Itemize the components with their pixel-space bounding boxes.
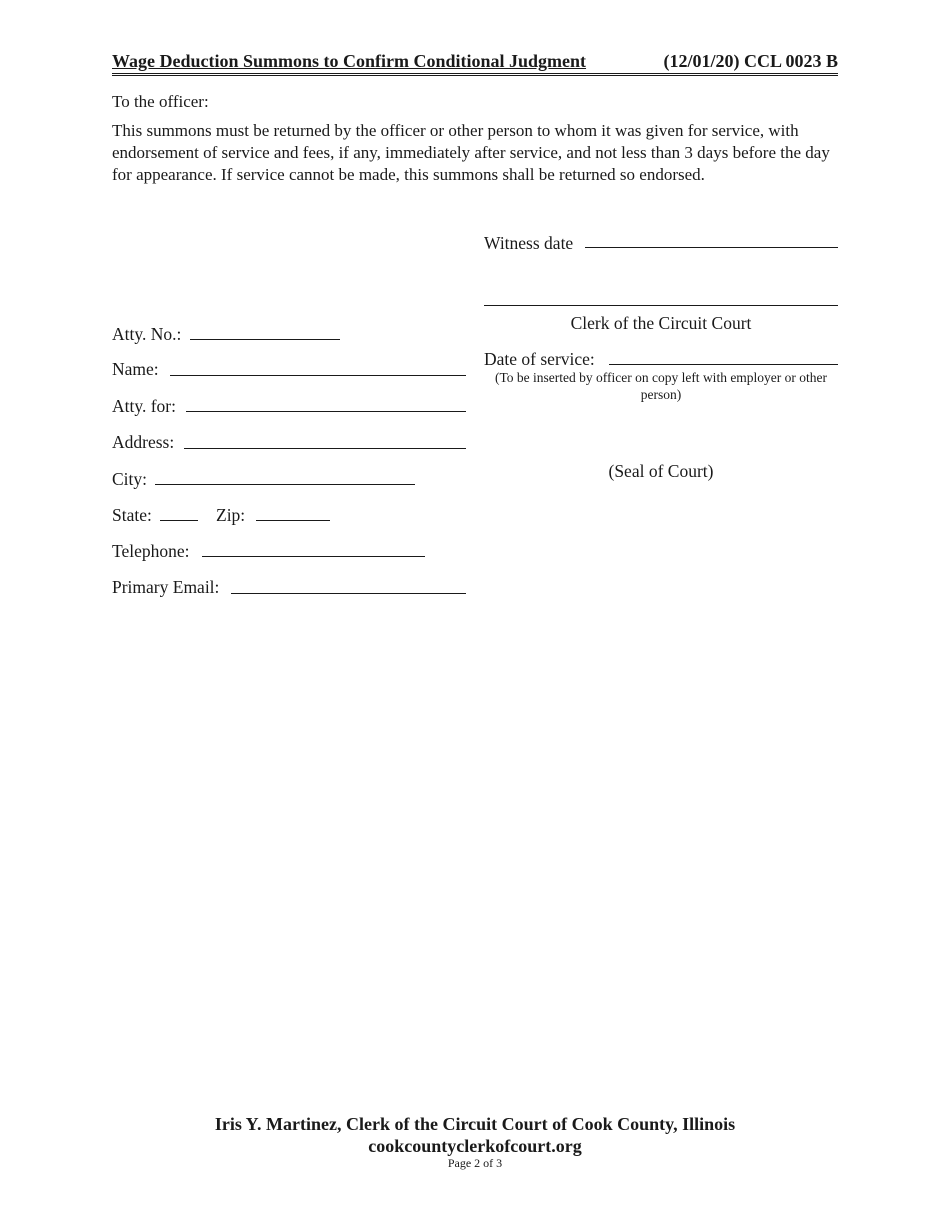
zip-label: Zip: <box>216 505 246 525</box>
form-title: Wage Deduction Summons to Confirm Conditional Judgment <box>112 51 587 71</box>
clerk-signature-line[interactable] <box>484 305 838 306</box>
witness-date-field[interactable] <box>585 247 838 248</box>
seal-of-court: (Seal of Court) <box>608 461 714 481</box>
witness-date-label: Witness date <box>484 233 574 253</box>
zip-field[interactable] <box>256 520 330 521</box>
atty-no-field[interactable] <box>190 339 340 340</box>
date-of-service-label: Date of service: <box>484 349 595 369</box>
date-of-service-note: (To be inserted by officer on copy left with employer or other person) <box>494 370 828 402</box>
form-code: (12/01/20) CCL 0023 B <box>663 51 838 71</box>
atty-no-label: Atty. No.: <box>112 324 182 344</box>
name-field[interactable] <box>170 375 466 376</box>
primary-email-label: Primary Email: <box>112 577 220 597</box>
address-label: Address: <box>112 432 175 452</box>
footer-clerk-line: Iris Y. Martinez, Clerk of the Circuit Court of Cook County, Illinois <box>214 1114 736 1134</box>
state-field[interactable] <box>160 520 198 521</box>
telephone-label: Telephone: <box>112 541 190 561</box>
header-double-rule <box>112 75 838 76</box>
name-label: Name: <box>112 359 159 379</box>
state-label: State: <box>112 505 152 525</box>
address-field[interactable] <box>184 448 466 449</box>
atty-for-label: Atty. for: <box>112 396 176 416</box>
footer-website: cookcountyclerkofcourt.org <box>368 1136 582 1156</box>
city-label: City: <box>112 469 148 489</box>
primary-email-field[interactable] <box>231 593 466 594</box>
form-header <box>112 50 838 74</box>
page-number: Page 2 of 3 <box>447 1156 503 1170</box>
summons-instructions: This summons must be returned by the officer or other person to whom it was given for service, with endorsement of service and fees, if any, immediately after service, and not less than 3 days before the day for appearance. If service cannot be made, this summons shall be returned so endorsed. <box>112 121 830 184</box>
city-field[interactable] <box>155 484 415 485</box>
clerk-label: Clerk of the Circuit Court <box>570 313 752 333</box>
atty-for-field[interactable] <box>186 411 466 412</box>
date-of-service-field[interactable] <box>609 364 838 365</box>
telephone-field[interactable] <box>202 556 425 557</box>
to-officer-salutation: To the officer: <box>112 92 209 111</box>
